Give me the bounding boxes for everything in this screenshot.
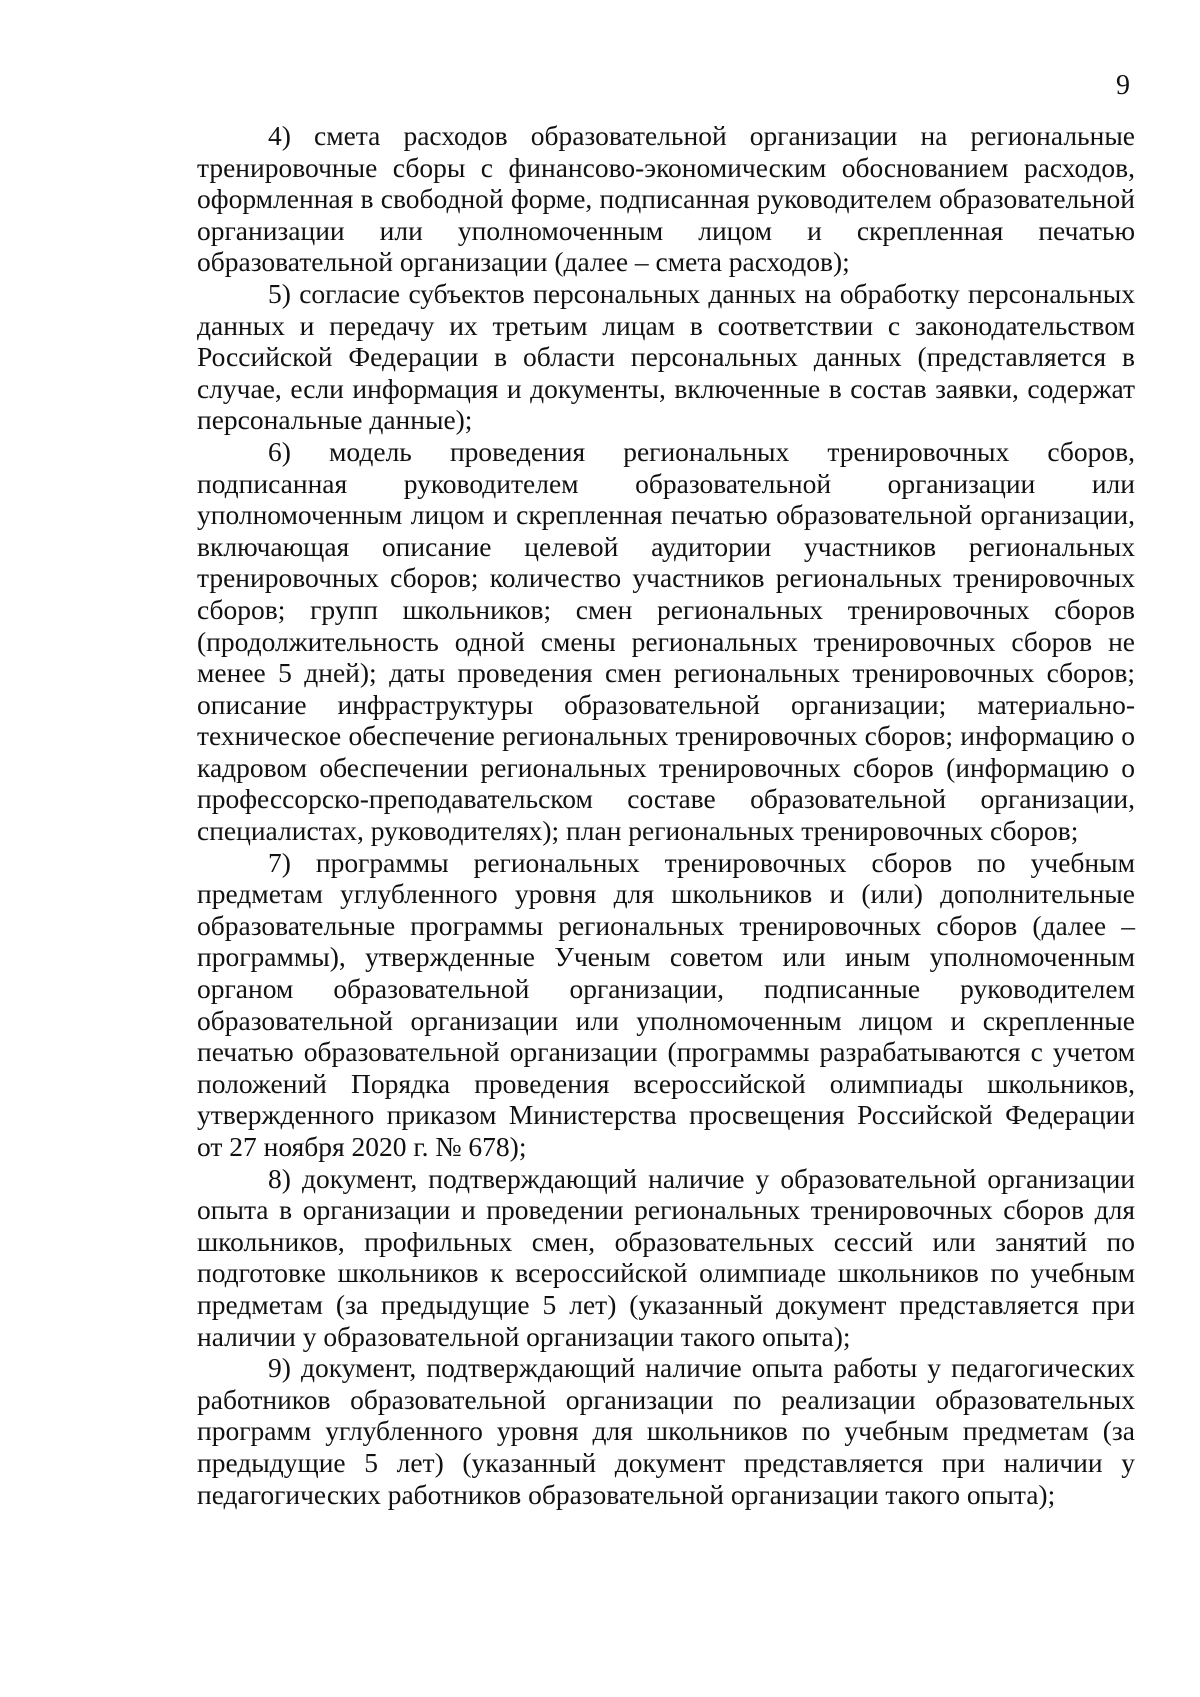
list-item-8: 8) документ, подтверждающий наличие у образовательной организации опыта в организации и проведении региональных тренировочных сборов для школьников, профильных смен, образовательных сессий или занятий по подготовке школьников к всероссийской олимпиаде школьников по учебным предметам (за предыдущие 5 лет) (указанный документ представляется при наличии у образовательной организации такого опыта); <box>197 1162 1135 1352</box>
page-number: 9 <box>1116 70 1130 101</box>
list-item-4: 4) смета расходов образовательной организации на региональные тренировочные сборы с финансово-экономическим обоснованием расходов, оформленная в свободной форме, подписанная руководителем образовательной организации или уполномоченным лицом и скрепленная печатью образовательной организации (далее – смета расходов); <box>197 120 1135 278</box>
document-body <box>197 120 1135 1510</box>
list-item-9: 9) документ, подтверждающий наличие опыта работы у педагогических работников образовательной организации по реализации образовательных программ углубленного уровня для школьников по учебным предметам (за предыдущие 5 лет) (указанный документ представляется при наличии у педагогических работников образовательной организации такого опыта); <box>197 1352 1135 1510</box>
list-item-7: 7) программы региональных тренировочных сборов по учебным предметам углубленного уровня для школьников и (или) дополнительные образовательные программы региональных тренировочных сборов (далее – программы), утвержденные Ученым советом или иным уполномоченным органом образовательной организации, подписанные руководителем образовательной организации или уполномоченным лицом и скрепленные печатью образовательной организации (программы разрабатываются с учетом положений Порядка проведения всероссийской олимпиады школьников, утвержденного приказом Министерства просвещения Российской Федерации от 27 ноября 2020 г. № 678); <box>197 846 1135 1162</box>
list-item-6: 6) модель проведения региональных тренировочных сборов, подписанная руководителем образовательной организации или уполномоченным лицом и скрепленная печатью образовательной организации, включающая описание целевой аудитории участников региональных тренировочных сборов; количество участников региональных тренировочных сборов; групп школьников; смен региональных тренировочных сборов (продолжительность одной смены региональных тренировочных сборов не менее 5 дней); даты проведения смен региональных тренировочных сборов; описание инфраструктуры образовательной организации; материально-техническое обеспечение региональных тренировочных сборов; информацию о кадровом обеспечении региональных тренировочных сборов (информацию о профессорско-преподавательском составе образовательной организации, специалистах, руководителях); план региональных тренировочных сборов; <box>197 435 1135 847</box>
list-item-5: 5) согласие субъектов персональных данных на обработку персональных данных и передачу их третьим лицам в соответствии с законодательством Российской Федерации в области персональных данных (представляется в случае, если информация и документы, включенные в состав заявки, содержат персональные данные); <box>197 277 1135 436</box>
